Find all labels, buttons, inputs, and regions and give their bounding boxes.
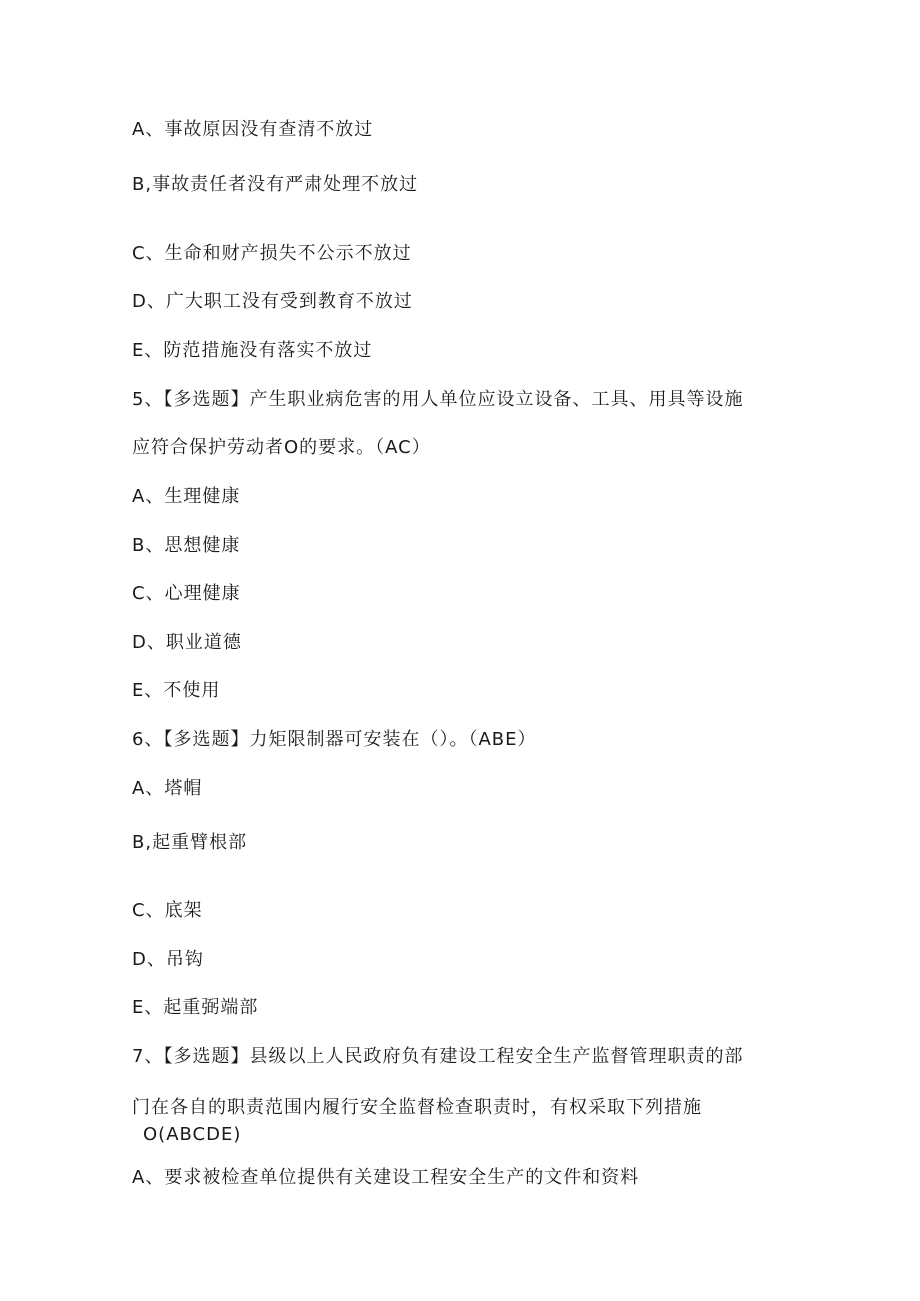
- option-5a: A、生理健康: [132, 486, 241, 507]
- option-4c: C、生命和财产损失不公示不放过: [132, 243, 412, 264]
- option-5d: D、职业道德: [132, 632, 242, 653]
- option-6d: D、吊钩: [132, 949, 204, 970]
- option-6b: B,起重臂根部: [132, 832, 248, 853]
- option-4a: A、事故原因没有查清不放过: [132, 119, 374, 140]
- option-6c: C、底架: [132, 900, 203, 921]
- question-7-answer: O(ABCDE): [143, 1124, 242, 1145]
- question-6: 6、【多选题】力矩限制器可安装在（）。（ABE）: [132, 729, 537, 750]
- option-5c: C、心理健康: [132, 583, 241, 604]
- option-6a: A、塔帽: [132, 778, 203, 799]
- question-5-line-2: 应符合保护劳动者O的要求。（AC）: [132, 437, 431, 458]
- question-5-line-1: 5、【多选题】产生职业病危害的用人单位应设立设备、工具、用具等设施: [132, 389, 744, 410]
- option-7a: A、要求被检查单位提供有关建设工程安全生产的文件和资料: [132, 1167, 640, 1188]
- question-7-line-2: 门在各自的职责范围内履行安全监督检查职责时，有权采取下列措施: [132, 1097, 702, 1118]
- option-6e: E、起重弼端部: [132, 997, 259, 1018]
- option-4e: E、防范措施没有落实不放过: [132, 340, 373, 361]
- option-4d: D、广大职工没有受到教育不放过: [132, 291, 413, 312]
- question-7-line-1: 7、【多选题】县级以上人民政府负有建设工程安全生产监督管理职责的部: [132, 1046, 744, 1067]
- option-5e: E、不使用: [132, 680, 221, 701]
- option-4b: B,事故责任者没有严肃处理不放过: [132, 174, 419, 195]
- option-5b: B、思想健康: [132, 535, 241, 556]
